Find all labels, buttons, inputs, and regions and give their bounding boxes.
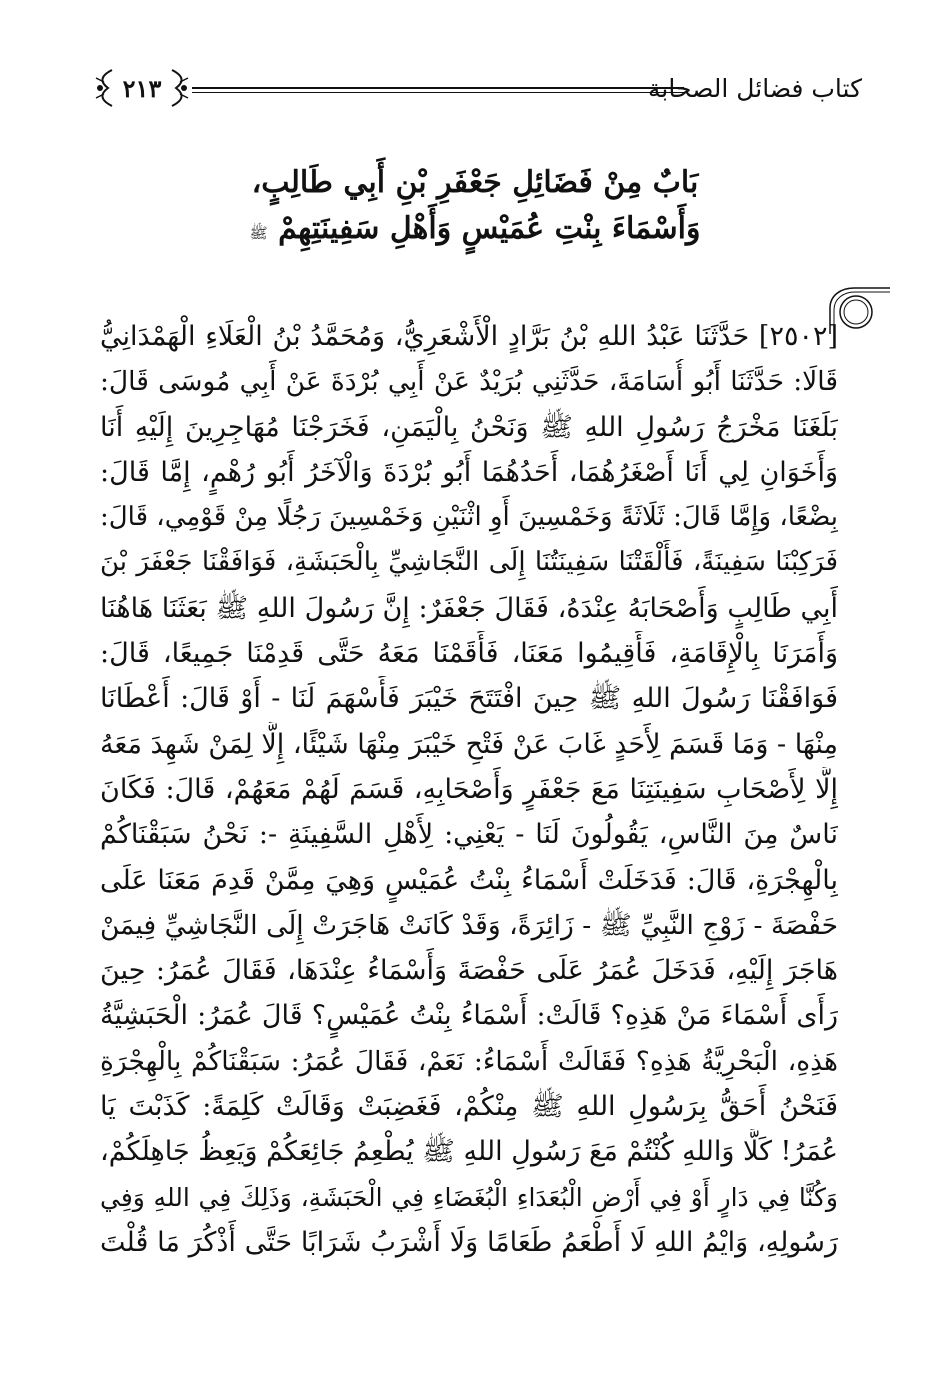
chapter-heading-line-1: بَابٌ مِنْ فَضَائِلِ جَعْفَرِ بْنِ أَبِي طَالِبٍ، — [251, 165, 699, 200]
page-header — [92, 60, 862, 120]
text-line: نَاسٌ مِنَ النَّاسِ، يَقُولُونَ لَنَا - يَعْنِي: لِأَهْلِ السَّفِينَةِ -: نَحْنُ سَبَقْنَاكُمْ — [100, 819, 838, 851]
text-line: بَلَغَنَا مَخْرَجُ رَسُولِ اللهِ ﷺ وَنَحْنُ بِالْيَمَنِ، فَخَرَجْنَا مُهَاجِرِينَ إِلَيْهِ أَنَا — [100, 411, 838, 443]
running-title: كتاب فضائل الصحابة — [648, 74, 862, 103]
chapter-heading-line-2-text: وَأَسْمَاءَ بِنْتِ عُمَيْسٍ وَأَهْلِ سَفِينَتِهِمْ — [278, 211, 701, 246]
ornament-left-icon — [92, 68, 114, 108]
text-line: [٢٥٠٢] حَدَّثَنَا عَبْدُ اللهِ بْنُ بَرَّادٍ الْأَشْعَرِيُّ، وَمُحَمَّدُ بْنُ الْعَلَاءِ الْهَمْدَانِيُّ — [100, 321, 838, 352]
honorific-mark: ﷺ — [249, 224, 268, 242]
text-line: رَسُولِهِ، وَايْمُ اللهِ لَا أَطْعَمُ طَعَامًا وَلَا أَشْرَبُ شَرَابًا حَتَّى أَذْكُرَ مَا قُلْتَ — [100, 1226, 838, 1258]
hadith-text — [100, 314, 838, 1265]
text-line: هَاجَرَ إِلَيْهِ، فَدَخَلَ عُمَرُ عَلَى حَفْصَةَ وَأَسْمَاءُ عِنْدَهَا، فَقَالَ عُمَرُ: حِينَ — [100, 955, 838, 987]
chapter-heading — [110, 160, 840, 256]
text-line: فَوَافَقْنَا رَسُولَ اللهِ ﷺ حِينَ افْتَتَحَ خَيْبَرَ فَأَسْهَمَ لَنَا - أَوْ قَالَ: أَعْطَانَا — [100, 683, 838, 715]
text-line: رَأَى أَسْمَاءَ مَنْ هَذِهِ؟ قَالَتْ: أَسْمَاءُ بِنْتُ عُمَيْسٍ؟ قَالَ عُمَرُ: الْحَبَشِيَّةُ — [100, 1000, 838, 1032]
text-line: حَفْصَةَ - زَوْجِ النَّبِيِّ ﷺ - زَائِرَةً، وَقَدْ كَانَتْ هَاجَرَتْ إِلَى النَّجَاشِيِّ فِيمَنْ — [100, 909, 838, 941]
text-line: قَالَا: حَدَّثَنَا أَبُو أُسَامَةَ، حَدَّثَنِي بُرَيْدٌ عَنْ أَبِي بُرْدَةَ عَنْ أَبِي مُوسَى قَالَ: — [100, 366, 838, 398]
text-line: أَبِي طَالِبٍ وَأَصْحَابَهُ عِنْدَهُ، فَقَالَ جَعْفَرٌ: إِنَّ رَسُولَ اللهِ ﷺ بَعَثَنَا هَاهُنَا — [100, 592, 838, 624]
text-line: وَكُنَّا فِي دَارٍ أَوْ فِي أَرْضِ الْبُعَدَاءِ الْبُغَضَاءِ فِي الْحَبَشَةِ، وَذَلِكَ فِي اللهِ وَفِي — [100, 1182, 838, 1212]
text-line: عُمَرُ! كَلَّا وَاللهِ كُنْتُمْ مَعَ رَسُولِ اللهِ ﷺ يُطْعِمُ جَائِعَكُمْ وَيَعِظُ جَاهِلَكُمْ، — [100, 1136, 838, 1168]
text-line: إِلَّا لِأَصْحَابِ سَفِينَتِنَا مَعَ جَعْفَرٍ وَأَصْحَابِهِ، قَسَمَ لَهُمْ مَعَهُمْ، قَالَ: فَكَانَ — [100, 773, 838, 805]
text-line: بِالْهِجْرَةِ، قَالَ: فَدَخَلَتْ أَسْمَاءُ بِنْتُ عُمَيْسٍ وَهِيَ مِمَّنْ قَدِمَ مَعَنَا عَلَى — [100, 864, 838, 896]
text-line: فَرَكِبْنَا سَفِينَةً، فَأَلْقَتْنَا سَفِينَتُنَا إِلَى النَّجَاشِيِّ بِالْحَبَشَةِ، فَوَافَقْنَا جَعْفَرَ بْنَ — [100, 547, 838, 578]
chapter-heading-line-2 — [110, 206, 840, 256]
text-line: مِنْهَا - وَمَا قَسَمَ لِأَحَدٍ غَابَ عَنْ فَتْحِ خَيْبَرَ مِنْهَا شَيْئًا، إِلَّا لِمَنْ شَهِدَ مَعَهُ — [100, 728, 838, 760]
header-rule — [192, 87, 684, 93]
text-line: هَذِهِ، الْبَحْرِيَّةُ هَذِهِ؟ فَقَالَتْ أَسْمَاءُ: نَعَمْ، فَقَالَ عُمَرُ: سَبَقْنَاكُمْ بِالْهِجْرَةِ — [100, 1045, 838, 1077]
page-number: ٢١٣ — [122, 73, 162, 103]
text-line: فَنَحْنُ أَحَقُّ بِرَسُولِ اللهِ ﷺ مِنْكُمْ، فَغَضِبَتْ وَقَالَتْ كَلِمَةً: كَذَبْتَ يَا — [100, 1091, 838, 1123]
text-line: وَأَمَرَنَا بِالْإِقَامَةِ، فَأَقِيمُوا مَعَنَا، فَأَقَمْنَا مَعَهُ حَتَّى قَدِمْنَا جَمِيعًا، قَالَ: — [100, 638, 838, 670]
text-line: وَأَخَوَانِ لِي أَنَا أَصْغَرُهُمَا، أَحَدُهُمَا أَبُو بُرْدَةَ وَالْآخَرُ أَبُو رُهْمٍ، إِمَّا قَالَ: — [100, 456, 838, 488]
page-number-frame — [92, 60, 192, 116]
ornament-right-icon — [170, 68, 192, 108]
text-line: بِضْعًا، وَإِمَّا قَالَ: ثَلَاثَةً وَخَمْسِينَ أَوِ اثْنَيْنِ وَخَمْسِينَ رَجُلًا مِنْ قَوْمِي، قَالَ: — [100, 502, 838, 533]
